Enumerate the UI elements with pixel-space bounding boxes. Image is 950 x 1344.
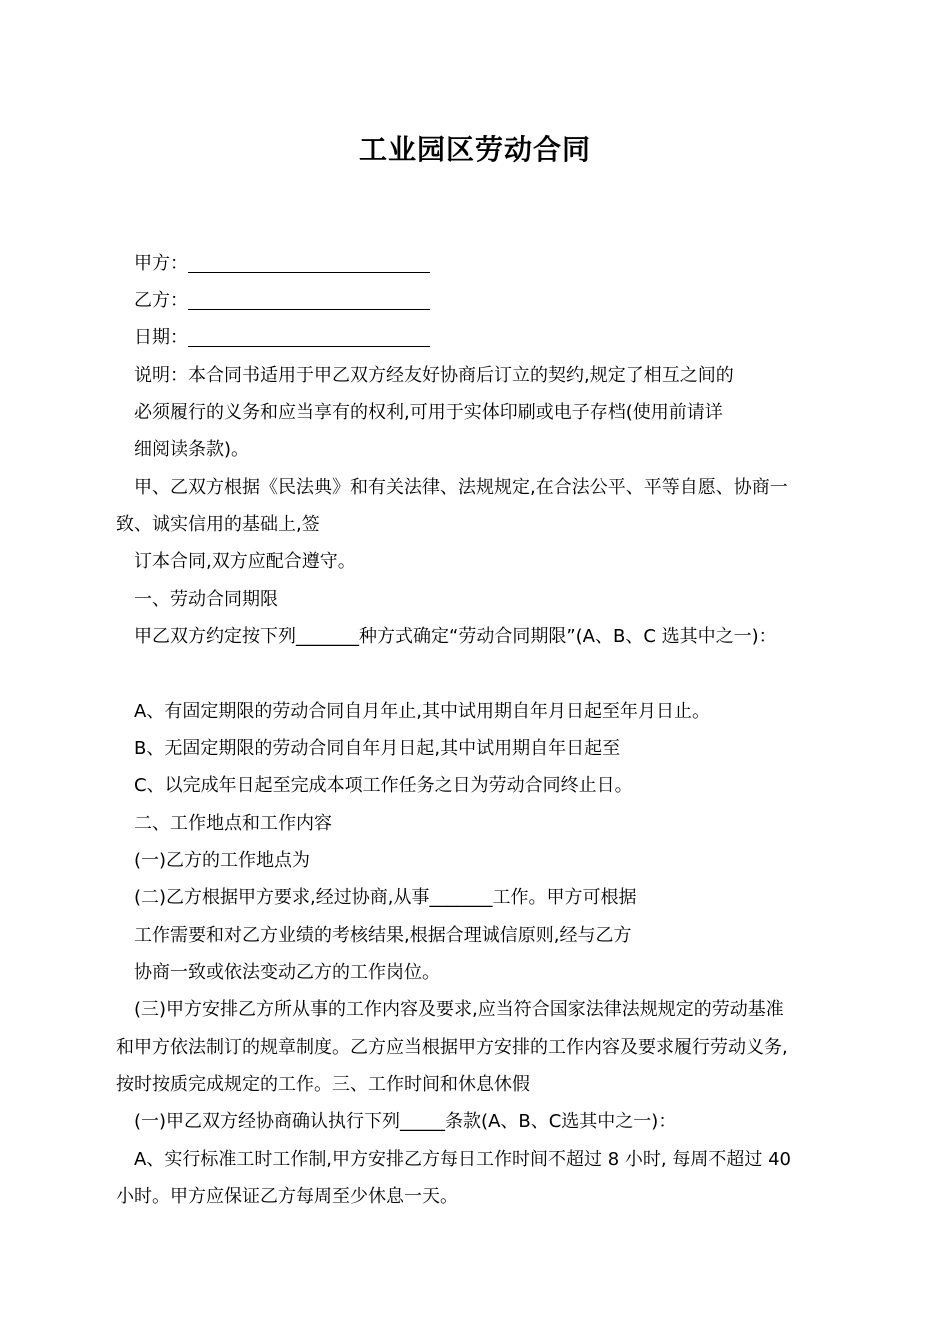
paragraph-line: 小时。甲方应保证乙方每周至少休息一天。	[116, 1186, 458, 1207]
paragraph-line: 按时按质完成规定的工作。三、工作时间和休息休假	[116, 1074, 530, 1095]
party-a-field	[134, 250, 430, 278]
paragraph-line: (一)乙方的工作地点为	[134, 850, 311, 871]
party-b-field	[134, 287, 430, 315]
paragraph-line: (三)甲方安排乙方所从事的工作内容及要求,应当符合国家法律法规规定的劳动基准	[134, 999, 784, 1020]
date-blank	[188, 326, 430, 347]
party-b-blank	[188, 289, 430, 310]
party-b-label: 乙方：	[134, 290, 188, 311]
party-a-blank	[188, 252, 430, 273]
paragraph-line: 协商一致或依法变动乙方的工作岗位。	[134, 962, 440, 983]
section-heading-2: 二、工作地点和工作内容	[134, 813, 332, 834]
preamble-line-3: 订本合同,双方应配合遵守。	[134, 551, 356, 572]
note-line-2: 必须履行的义务和应当享有的权利,可用于实体印刷或电子存档(使用前请详	[134, 402, 723, 423]
paragraph-line: (一)甲乙双方经协商确认执行下列_____条款(A、B、C选其中之一)：	[134, 1111, 677, 1132]
paragraph-line: 和甲方依法制订的规章制度。乙方应当根据甲方安排的工作内容及要求履行劳动义务,	[116, 1037, 788, 1058]
note-line-1: 说明：本合同书适用于甲乙双方经友好协商后订立的契约,规定了相互之间的	[134, 365, 734, 386]
paragraph-line: B、无固定期限的劳动合同自年月日起,其中试用期自年日起至	[134, 738, 621, 759]
paragraph-line: 工作需要和对乙方业绩的考核结果,根据合理诚信原则,经与乙方	[134, 925, 632, 946]
note-line-3: 细阅读条款)。	[134, 439, 250, 460]
page-title: 工业园区劳动合同	[358, 133, 591, 166]
preamble-line-2: 致、诚实信用的基础上,签	[116, 514, 320, 535]
paragraph-line: (二)乙方根据甲方要求,经过协商,从事_______工作。甲方可根据	[134, 887, 637, 908]
paragraph-line: C、以完成年日起至完成本项工作任务之日为劳动合同终止日。	[134, 775, 633, 796]
party-a-label: 甲方：	[134, 253, 188, 274]
date-field	[134, 324, 430, 352]
paragraph-line: A、实行标准工时工作制,甲方安排乙方每日工作时间不超过 8 小时, 每周不超过 40	[134, 1149, 791, 1170]
section-heading-1: 一、劳动合同期限	[134, 589, 278, 610]
date-label: 日期：	[134, 327, 188, 348]
preamble-line-1: 甲、乙双方根据《民法典》和有关法律、法规规定,在合法公平、平等自愿、协商一	[134, 477, 788, 498]
paragraph-line: 甲乙双方约定按下列_______种方式确定“劳动合同期限”(A、B、C 选其中之一)：	[134, 626, 777, 647]
paragraph-line: A、有固定期限的劳动合同自月年止,其中试用期自年月日起至年月日止。	[134, 701, 711, 722]
